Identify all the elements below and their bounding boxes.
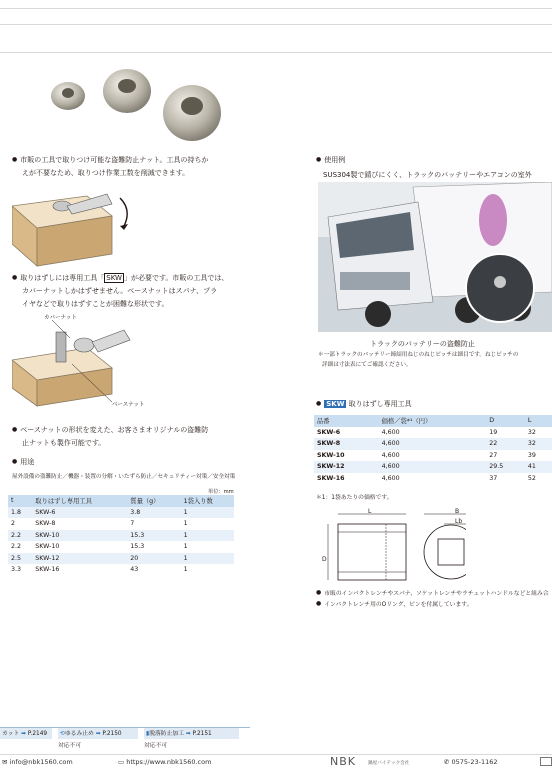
table-cell: 7 [130,520,135,528]
tool-price-row [314,461,552,473]
tool-table-header-row [314,415,552,427]
web-icon: ▭ [118,758,127,766]
col-header-part: 品番 [314,415,379,427]
bottom-nav [0,727,250,749]
table-cell: 41 [525,461,552,473]
table-cell: 4,600 [381,428,400,436]
footer-email[interactable]: ✉ info@nbk1560.com [2,758,73,766]
table-header-row [8,495,234,507]
table-cell: SKW-6 [32,507,127,519]
header-rule-2 [0,24,552,25]
nav-loosen-prevention[interactable]: ⟲ゆるみ止め ➡ P.2150 [58,728,138,739]
mail-icon: ✉ [2,758,10,766]
table-cell: 1 [181,553,234,565]
table-cell: 1 [181,507,234,519]
table-cell: SKW-16 [317,474,345,482]
table-cell: 27 [489,451,498,459]
usage-text: 屋外設備の盗難防止／機器・装置の分解・いたずら防止／セキュリティー対策／安全対策 [12,474,236,480]
table-cell: SKW-10 [317,451,345,459]
loosen-icon: ⟲ [60,731,65,737]
table-cell: 29.5 [486,461,525,473]
table-cell: 15.3 [130,543,145,551]
tool-bullet-1: ● 市販のインパクトレンチやスパナ、ソケットレンチやラチェットハンドルなどと組み合 [316,588,549,597]
nav-drop-sub: 対応不可 [144,743,168,749]
cover-nut-label: カバーナット [44,315,77,321]
nav-loosen-sub: 対応不可 [58,743,82,749]
nut-spec-row [8,507,234,519]
table-cell: SKW-16 [35,566,60,574]
example-heading: ● 使用例 [316,154,345,167]
truck-photo [318,182,552,332]
nbk-logo: NBK [330,755,356,768]
photo-caption: トラックのバッテリーの盗難防止 [370,340,475,348]
footer-url[interactable]: ▭ https://www.nbk1560.com [118,758,212,766]
nut-spec-table [8,495,234,576]
feature-bullet-1: ● 市販の工具で取りつけ可能な盗難防止ナット。工具の持ちか えが不要なため、取りつけ作業工数を削減できます。 [12,154,208,180]
tool-footnote: ＊1：1袋あたりの価格です。 [316,495,393,501]
tool-bullet-2: ● インパクトレンチ用のOリング、ピンを付属しています。 [316,599,472,608]
table-cell: SKW-8 [35,520,56,528]
tool-price-row [314,438,552,450]
table-cell: 52 [527,474,536,482]
table-cell: 2.2 [11,543,22,551]
phone-icon: ✆ [444,758,452,766]
col-header-mass: 質量（g） [127,495,180,507]
dim-label-d: D [322,556,327,563]
table-cell: SKW-10 [32,530,127,542]
footer-phone[interactable]: ✆ 0575-23-1162 [444,758,498,766]
tool-price-row [314,427,552,439]
table-cell: 3.8 [127,507,180,519]
col-header-price: 価格／袋*¹（円） [379,415,487,427]
tool-price-row [314,450,552,462]
dim-label-l: L [368,508,372,515]
table-cell: 1 [183,520,188,528]
table-cell: SKW-10 [35,543,60,551]
table-cell: 2.5 [8,553,32,565]
nav-drop-prevention[interactable]: ▮脱落防止加工 ➡ P.2151 [144,728,239,739]
product-nuts-image [40,66,230,146]
table-cell: 4,600 [379,438,487,450]
table-cell: 4,600 [381,451,400,459]
footer-rule [0,754,552,755]
example-note-1: ＊一部トラックのバッテリー締結用ねじのねじピッチは細目です。ねじピッチの [318,352,519,358]
col-header-t: t [8,495,32,507]
table-cell: 4,600 [381,474,400,482]
table-cell: 1.8 [8,507,32,519]
nut-spec-row [8,553,234,565]
fax-icon [540,757,552,766]
table-cell: 2.2 [8,530,32,542]
drop-prevention-icon: ▮ [146,731,150,737]
col-header-l: L [525,415,552,427]
nut-spec-row [8,541,234,553]
table-cell: 37 [489,474,498,482]
table-cell: 2 [11,520,16,528]
table-cell: 32 [527,428,536,436]
skw-badge: SKW [326,400,345,408]
usage-heading: ● 用途 [12,456,34,469]
nut-spec-row [8,530,234,542]
table-cell: 1 [183,566,188,574]
dim-label-lb: Lb [455,518,463,525]
table-cell: 39 [527,451,536,459]
table-cell: 15.3 [127,530,180,542]
table-cell: 1 [183,543,188,551]
table-cell: 20 [127,553,180,565]
table-cell: SKW-12 [32,553,127,565]
table-cell: SKW-6 [317,428,341,436]
wrench-illustration-1 [12,188,147,268]
table-cell: SKW-8 [314,438,379,450]
tool-price-row [314,473,552,485]
nut-spec-row [8,518,234,530]
nav-cut[interactable]: カット ➡ P.2149 [0,728,52,739]
table-cell: 1 [181,530,234,542]
col-header-qty: 1袋入り数 [181,495,234,507]
tool-dimension-drawing [316,506,466,586]
example-text: SUS304製で錆びにくく、トラックのバッテリーやエアコンの室外 [323,171,532,179]
table-cell: SKW-12 [314,461,379,473]
col-header-d: D [486,415,525,427]
tool-section-heading: ● SKW 取りはずし専用工具 [316,398,412,411]
feature-bullet-3: ● ベースナットの形状を変えた、お客さまオリジナルの盗難防 止ナットも製作可能です。 [12,424,208,450]
table-cell: 4,600 [379,461,487,473]
wrench-illustration-2 [12,320,147,408]
tool-price-table [314,415,552,484]
nut-spec-row [8,564,234,576]
example-note-2: 詳細は寸法表にてご確認ください。 [322,362,412,368]
col-header-tool: 取りはずし専用工具 [32,495,127,507]
skw-inline-label: SKW [106,274,122,282]
header-rule-1 [0,8,552,9]
header-rule-3 [0,52,552,53]
table-cell: 32 [525,438,552,450]
base-nut-label: ベースナット [112,402,145,408]
unit-label: 単位：mm [208,489,234,495]
footer-company: 鍋屋バイテック会社 [368,761,410,766]
dim-label-b: B [455,508,460,515]
table-cell: 22 [486,438,525,450]
feature-bullet-2: ● 取りはずしには専用工具「 SKW 」が必要です。市販の工具では、 カバーナットしかはずせません。ベースナットはスパナ、プラ イヤなどで取りはずすことが困難な形状です。 [12,272,228,311]
table-cell: 3.3 [11,566,22,574]
table-cell: 19 [489,428,498,436]
table-cell: 43 [130,566,139,574]
